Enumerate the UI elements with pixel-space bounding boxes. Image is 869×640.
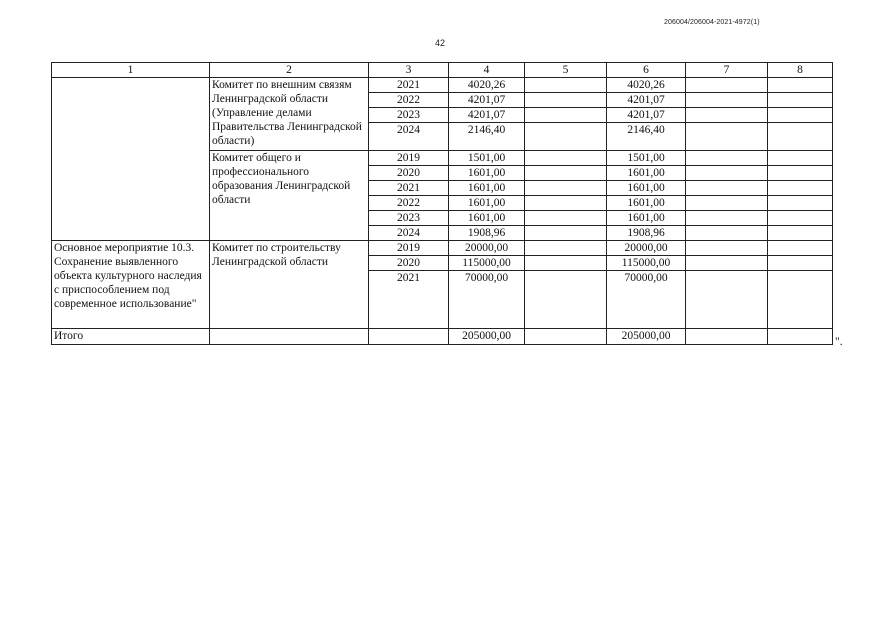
value-col8-cell	[768, 181, 833, 196]
value-col5-cell	[525, 271, 607, 329]
year-cell: 2023	[369, 211, 449, 226]
value-col6-cell: 4020,26	[607, 78, 686, 93]
value-col5-cell	[525, 151, 607, 166]
total-empty-cell	[686, 329, 768, 345]
column-number-row	[52, 63, 833, 78]
value-col8-cell	[768, 241, 833, 256]
value-col4-cell: 115000,00	[449, 256, 525, 271]
value-col8-cell	[768, 196, 833, 211]
value-col7-cell	[686, 211, 768, 226]
closing-quote-mark: ".	[835, 336, 843, 348]
column-header: 4	[449, 63, 525, 78]
page-number: 42	[434, 38, 445, 48]
value-col8-cell	[768, 211, 833, 226]
value-col6-cell: 1601,00	[607, 166, 686, 181]
value-col7-cell	[686, 123, 768, 151]
value-col5-cell	[525, 78, 607, 93]
value-col4-cell: 1601,00	[449, 181, 525, 196]
year-cell: 2024	[369, 123, 449, 151]
value-col6-cell: 1601,00	[607, 196, 686, 211]
column-header: 1	[52, 63, 210, 78]
value-col6-cell: 1601,00	[607, 211, 686, 226]
year-cell: 2019	[369, 151, 449, 166]
value-col8-cell	[768, 166, 833, 181]
year-cell: 2022	[369, 93, 449, 108]
total-empty-cell	[768, 329, 833, 345]
value-col5-cell	[525, 196, 607, 211]
value-col7-cell	[686, 241, 768, 256]
value-col4-cell: 4201,07	[449, 108, 525, 123]
column-header: 7	[686, 63, 768, 78]
value-col7-cell	[686, 271, 768, 329]
value-col5-cell	[525, 226, 607, 241]
value-col8-cell	[768, 93, 833, 108]
value-col5-cell	[525, 211, 607, 226]
value-col4-cell: 2146,40	[449, 123, 525, 151]
value-col8-cell	[768, 256, 833, 271]
total-row	[52, 329, 833, 345]
year-cell: 2022	[369, 196, 449, 211]
column-header: 6	[607, 63, 686, 78]
value-col5-cell	[525, 256, 607, 271]
executor-cell: Комитет по строительству Ленинградской области	[210, 241, 369, 329]
value-col7-cell	[686, 256, 768, 271]
total-empty-cell	[525, 329, 607, 345]
year-cell: 2021	[369, 78, 449, 93]
value-col6-cell: 70000,00	[607, 271, 686, 329]
value-col8-cell	[768, 151, 833, 166]
document-id: 206004/206004-2021-4972(1)	[664, 19, 760, 26]
value-col6-cell: 4201,07	[607, 108, 686, 123]
year-cell: 2021	[369, 181, 449, 196]
value-col5-cell	[525, 241, 607, 256]
total-label-cell: Итого	[52, 329, 210, 345]
total-col6-cell: 205000,00	[607, 329, 686, 345]
value-col4-cell: 20000,00	[449, 241, 525, 256]
column-header: 8	[768, 63, 833, 78]
value-col6-cell: 2146,40	[607, 123, 686, 151]
budget-table	[51, 62, 833, 345]
total-col4-cell: 205000,00	[449, 329, 525, 345]
value-col4-cell: 1601,00	[449, 196, 525, 211]
value-col6-cell: 115000,00	[607, 256, 686, 271]
value-col7-cell	[686, 181, 768, 196]
value-col7-cell	[686, 166, 768, 181]
table-row	[52, 241, 833, 256]
value-col4-cell: 1601,00	[449, 211, 525, 226]
value-col5-cell	[525, 93, 607, 108]
column-header: 2	[210, 63, 369, 78]
value-col8-cell	[768, 78, 833, 93]
value-col4-cell: 70000,00	[449, 271, 525, 329]
value-col8-cell	[768, 271, 833, 329]
value-col6-cell: 20000,00	[607, 241, 686, 256]
measure-name-cell	[52, 78, 210, 241]
value-col6-cell: 1501,00	[607, 151, 686, 166]
value-col5-cell	[525, 166, 607, 181]
value-col4-cell: 1501,00	[449, 151, 525, 166]
value-col5-cell	[525, 108, 607, 123]
value-col8-cell	[768, 108, 833, 123]
value-col8-cell	[768, 123, 833, 151]
year-cell: 2024	[369, 226, 449, 241]
table-row	[52, 78, 833, 93]
value-col6-cell: 1908,96	[607, 226, 686, 241]
value-col4-cell: 4201,07	[449, 93, 525, 108]
value-col4-cell: 1601,00	[449, 166, 525, 181]
column-header: 3	[369, 63, 449, 78]
value-col7-cell	[686, 108, 768, 123]
executor-cell: Комитет по внешним связям Ленинградской области (Управление делами Правительства Ленинградской области)	[210, 78, 369, 151]
column-header: 5	[525, 63, 607, 78]
year-cell: 2020	[369, 256, 449, 271]
year-cell: 2023	[369, 108, 449, 123]
value-col7-cell	[686, 226, 768, 241]
value-col6-cell: 4201,07	[607, 93, 686, 108]
executor-cell: Комитет общего и профессионального образования Ленинградской области	[210, 151, 369, 241]
year-cell: 2020	[369, 166, 449, 181]
value-col4-cell: 1908,96	[449, 226, 525, 241]
total-empty-cell	[369, 329, 449, 345]
value-col4-cell: 4020,26	[449, 78, 525, 93]
value-col5-cell	[525, 123, 607, 151]
value-col6-cell: 1601,00	[607, 181, 686, 196]
measure-name-cell: Основное мероприятие 10.3. Сохранение выявленного объекта культурного наследия с приспособлением под современное использование"	[52, 241, 210, 329]
value-col7-cell	[686, 196, 768, 211]
value-col7-cell	[686, 151, 768, 166]
value-col5-cell	[525, 181, 607, 196]
value-col7-cell	[686, 93, 768, 108]
value-col7-cell	[686, 78, 768, 93]
value-col8-cell	[768, 226, 833, 241]
year-cell: 2021	[369, 271, 449, 329]
total-empty-cell	[210, 329, 369, 345]
year-cell: 2019	[369, 241, 449, 256]
